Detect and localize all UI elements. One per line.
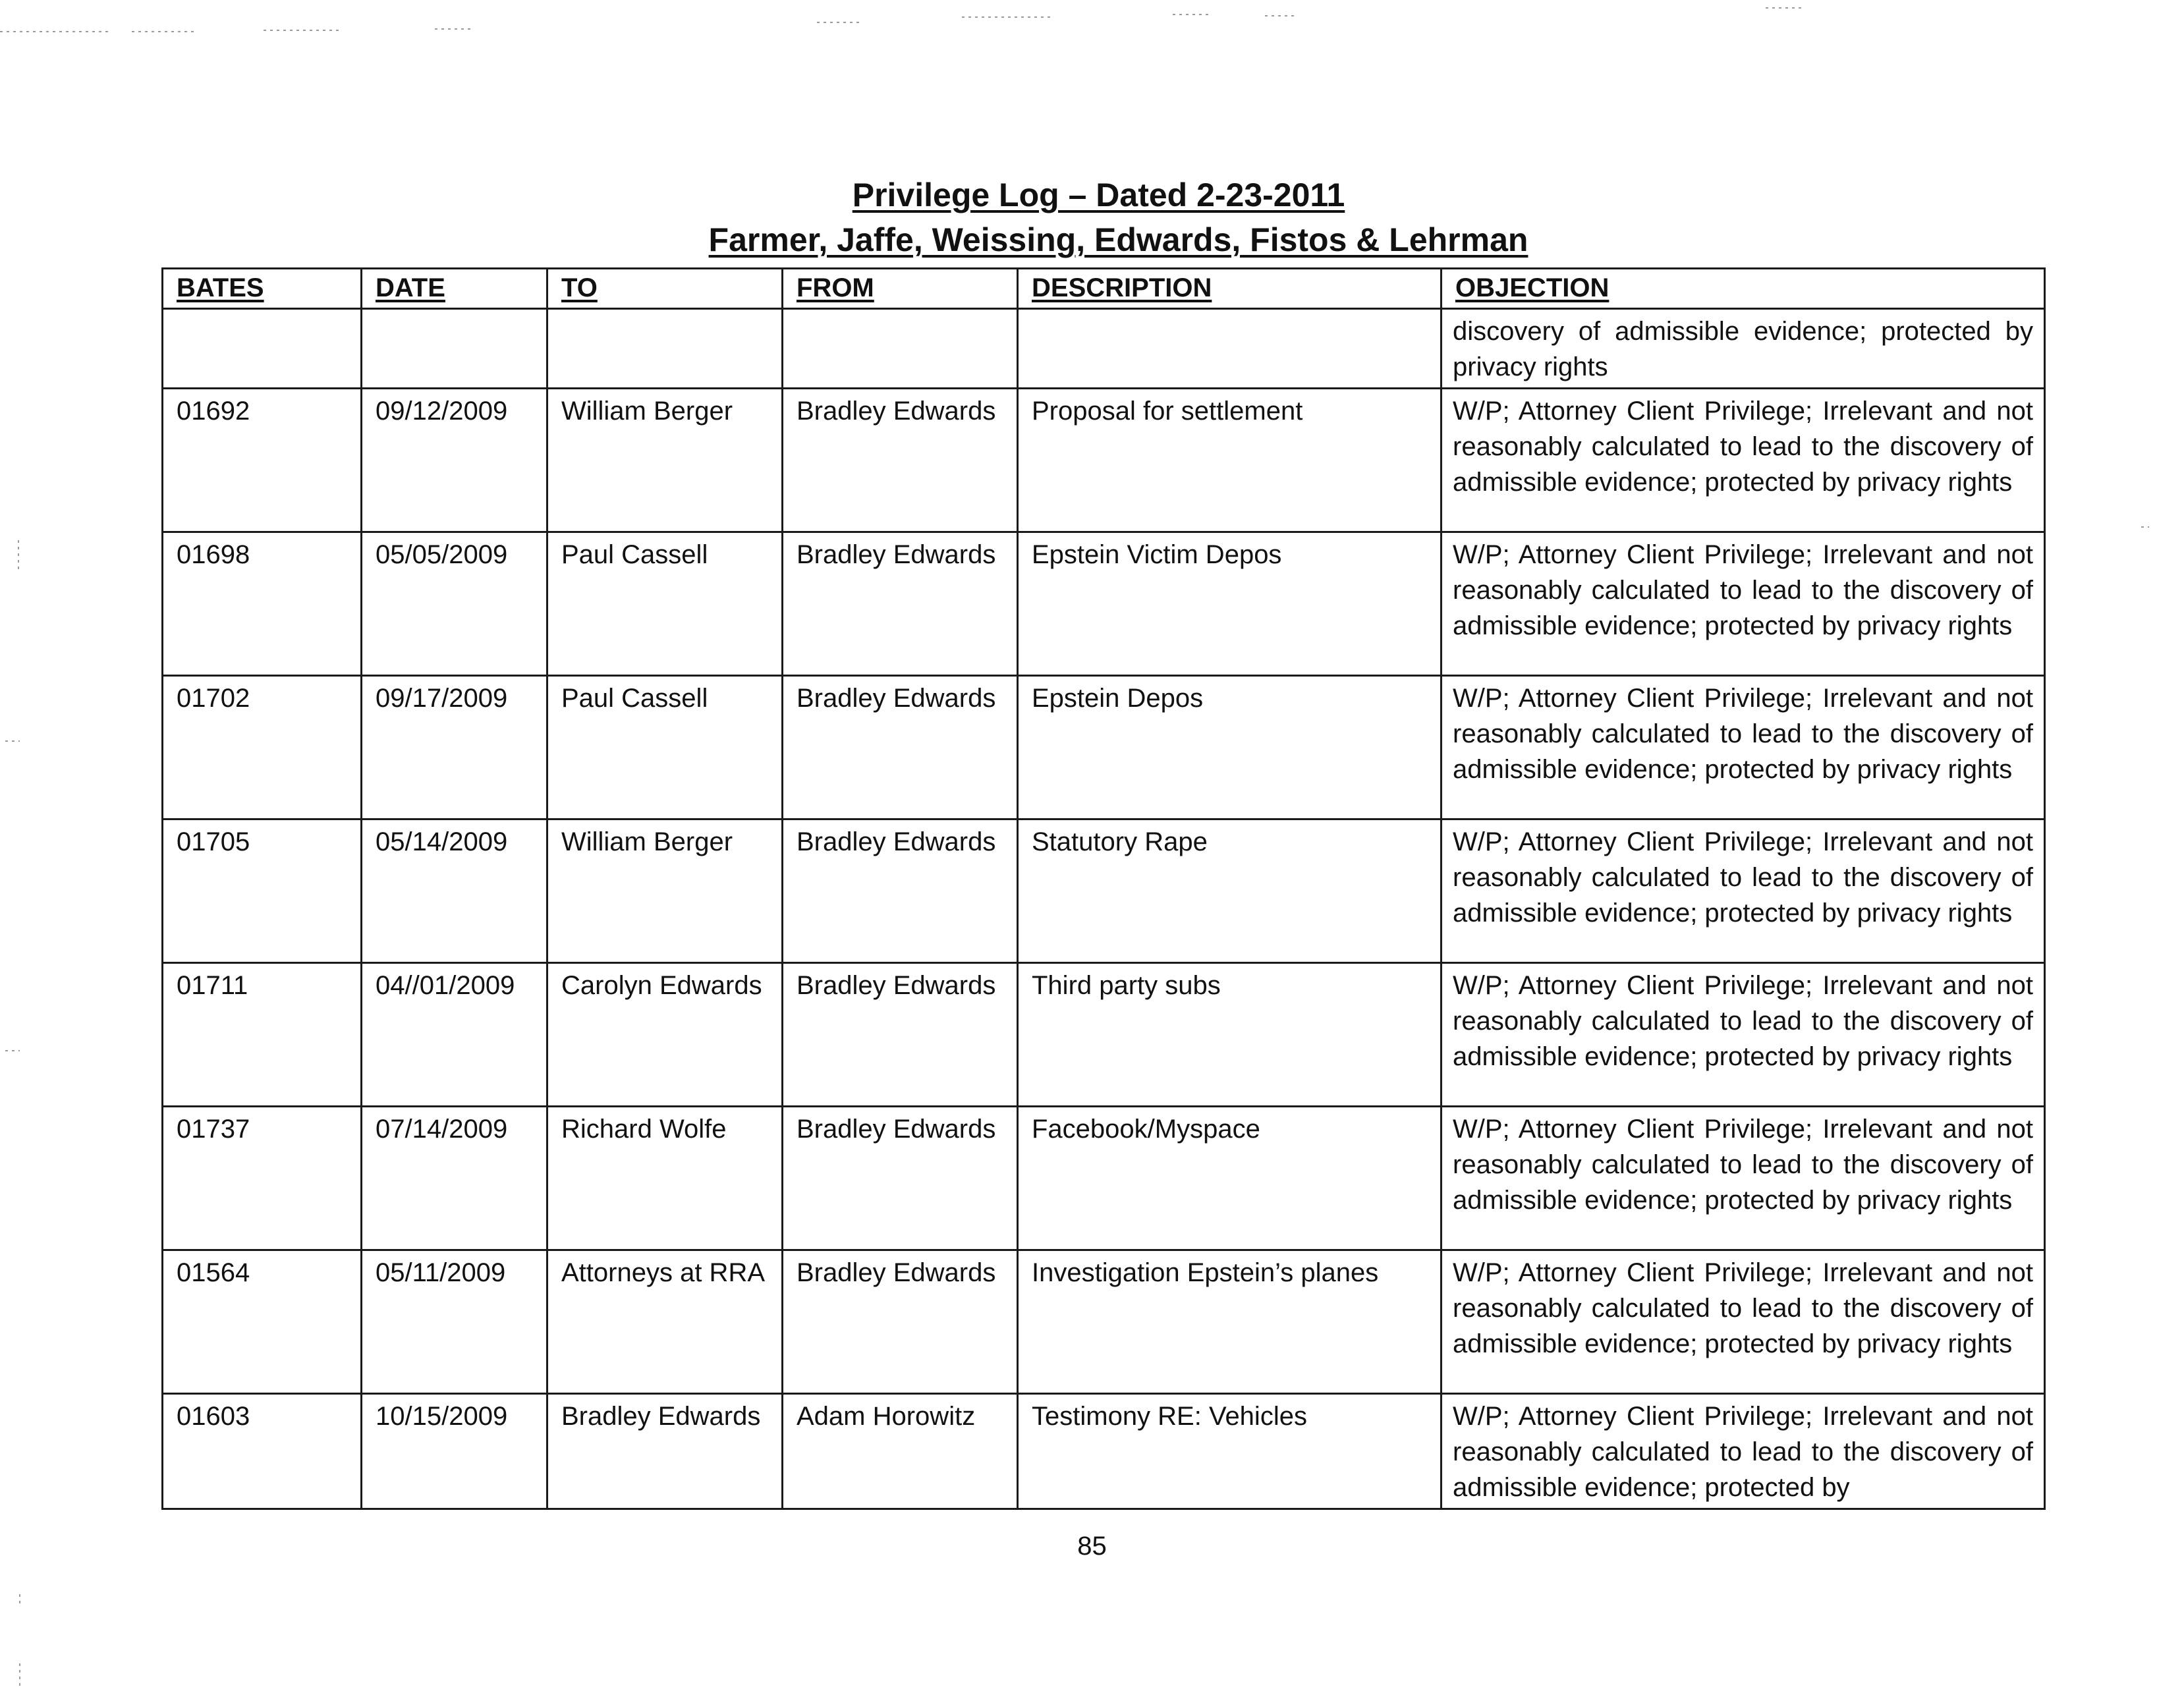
table-cell-to: Attorneys at RRA — [547, 1250, 783, 1394]
column-header-objection: OBJECTION — [1442, 269, 2045, 309]
table-cell-bates: 01692 — [163, 389, 362, 532]
table-row — [163, 1394, 2045, 1509]
column-header-bates: BATES — [163, 269, 362, 309]
table-cell-objection: W/P; Attorney Client Privilege; Irrelevant and not reasonably calculated to lead to the discovery of admissible evidence; protected by privacy rights — [1442, 389, 2045, 532]
table-cell-bates: 01698 — [163, 532, 362, 676]
table-row — [163, 1250, 2045, 1394]
table-cell-date: 10/15/2009 — [362, 1394, 547, 1509]
table-cell-empty — [1018, 309, 1442, 389]
table-row — [163, 676, 2045, 819]
table-cell-objection: W/P; Attorney Client Privilege; Irrelevant and not reasonably calculated to lead to the discovery of admissible evidence; protected by privacy rights — [1442, 819, 2045, 963]
table-cell-description: Third party subs — [1018, 963, 1442, 1107]
column-header-to: TO — [547, 269, 783, 309]
table-cell-from: Bradley Edwards — [783, 389, 1018, 532]
table-row-continued — [163, 309, 2045, 389]
column-header-date: DATE — [362, 269, 547, 309]
table-cell-to: Bradley Edwards — [547, 1394, 783, 1509]
table-cell-date: 09/12/2009 — [362, 389, 547, 532]
table-cell-from: Adam Horowitz — [783, 1394, 1018, 1509]
privilege-log-table — [161, 267, 2046, 1510]
table-cell-bates: 01702 — [163, 676, 362, 819]
table-cell-bates: 01737 — [163, 1107, 362, 1250]
table-cell-description: Epstein Depos — [1018, 676, 1442, 819]
page-number: 85 — [1077, 1532, 1107, 1561]
table-cell-objection: W/P; Attorney Client Privilege; Irrelevant and not reasonably calculated to lead to the discovery of admissible evidence; protected by privacy rights — [1442, 676, 2045, 819]
table-cell-description: Proposal for settlement — [1018, 389, 1442, 532]
table-cell-to: Paul Cassell — [547, 676, 783, 819]
table-header-row — [163, 269, 2045, 309]
table-cell-to: Carolyn Edwards — [547, 963, 783, 1107]
table-cell-objection: W/P; Attorney Client Privilege; Irrelevant and not reasonably calculated to lead to the discovery of admissible evidence; protected by privacy rights — [1442, 532, 2045, 676]
table-cell-description: Epstein Victim Depos — [1018, 532, 1442, 676]
table-cell-date: 09/17/2009 — [362, 676, 547, 819]
title-line-2: Farmer, Jaffe, Weissing, Edwards, Fistos & Lehrman — [708, 221, 1528, 258]
table-cell-from: Bradley Edwards — [783, 676, 1018, 819]
table-row — [163, 1107, 2045, 1250]
table-cell-description: Testimony RE: Vehicles — [1018, 1394, 1442, 1509]
table-cell-from: Bradley Edwards — [783, 1107, 1018, 1250]
table-cell-empty — [362, 309, 547, 389]
table-cell-to: William Berger — [547, 389, 783, 532]
table-cell-description: Statutory Rape — [1018, 819, 1442, 963]
document-title — [0, 173, 2184, 262]
table-row — [163, 389, 2045, 532]
column-header-from: FROM — [783, 269, 1018, 309]
table-cell-to: Richard Wolfe — [547, 1107, 783, 1250]
table-cell-from: Bradley Edwards — [783, 1250, 1018, 1394]
table-cell-from: Bradley Edwards — [783, 819, 1018, 963]
table-cell-from: Bradley Edwards — [783, 963, 1018, 1107]
table-cell-objection: W/P; Attorney Client Privilege; Irrelevant and not reasonably calculated to lead to the discovery of admissible evidence; protected by privacy rights — [1442, 963, 2045, 1107]
table-cell-date: 04//01/2009 — [362, 963, 547, 1107]
table-cell-bates: 01705 — [163, 819, 362, 963]
table-row — [163, 963, 2045, 1107]
table-cell-objection: W/P; Attorney Client Privilege; Irrelevant and not reasonably calculated to lead to the discovery of admissible evidence; protected by privacy rights — [1442, 1107, 2045, 1250]
table-cell-to: Paul Cassell — [547, 532, 783, 676]
table-cell-description: Investigation Epstein’s planes — [1018, 1250, 1442, 1394]
title-line-1: Privilege Log – Dated 2-23-2011 — [852, 177, 1345, 213]
table-cell-to: William Berger — [547, 819, 783, 963]
table-row — [163, 532, 2045, 676]
table-cell-empty — [783, 309, 1018, 389]
table-cell-date: 05/14/2009 — [362, 819, 547, 963]
table-cell-date: 05/05/2009 — [362, 532, 547, 676]
table-cell-bates: 01564 — [163, 1250, 362, 1394]
table-row — [163, 819, 2045, 963]
table-cell-bates: 01711 — [163, 963, 362, 1107]
table-cell-empty — [547, 309, 783, 389]
table-cell-bates: 01603 — [163, 1394, 362, 1509]
table-cell-from: Bradley Edwards — [783, 532, 1018, 676]
table-cell-objection: W/P; Attorney Client Privilege; Irrelevant and not reasonably calculated to lead to the discovery of admissible evidence; protected by — [1442, 1394, 2045, 1509]
table-cell-empty — [163, 309, 362, 389]
table-cell-date: 05/11/2009 — [362, 1250, 547, 1394]
table-cell-date: 07/14/2009 — [362, 1107, 547, 1250]
table-cell-description: Facebook/Myspace — [1018, 1107, 1442, 1250]
table-cell-objection: discovery of admissible evidence; protected by privacy rights — [1442, 309, 2045, 389]
column-header-description: DESCRIPTION — [1018, 269, 1442, 309]
table-cell-objection: W/P; Attorney Client Privilege; Irrelevant and not reasonably calculated to lead to the discovery of admissible evidence; protected by privacy rights — [1442, 1250, 2045, 1394]
